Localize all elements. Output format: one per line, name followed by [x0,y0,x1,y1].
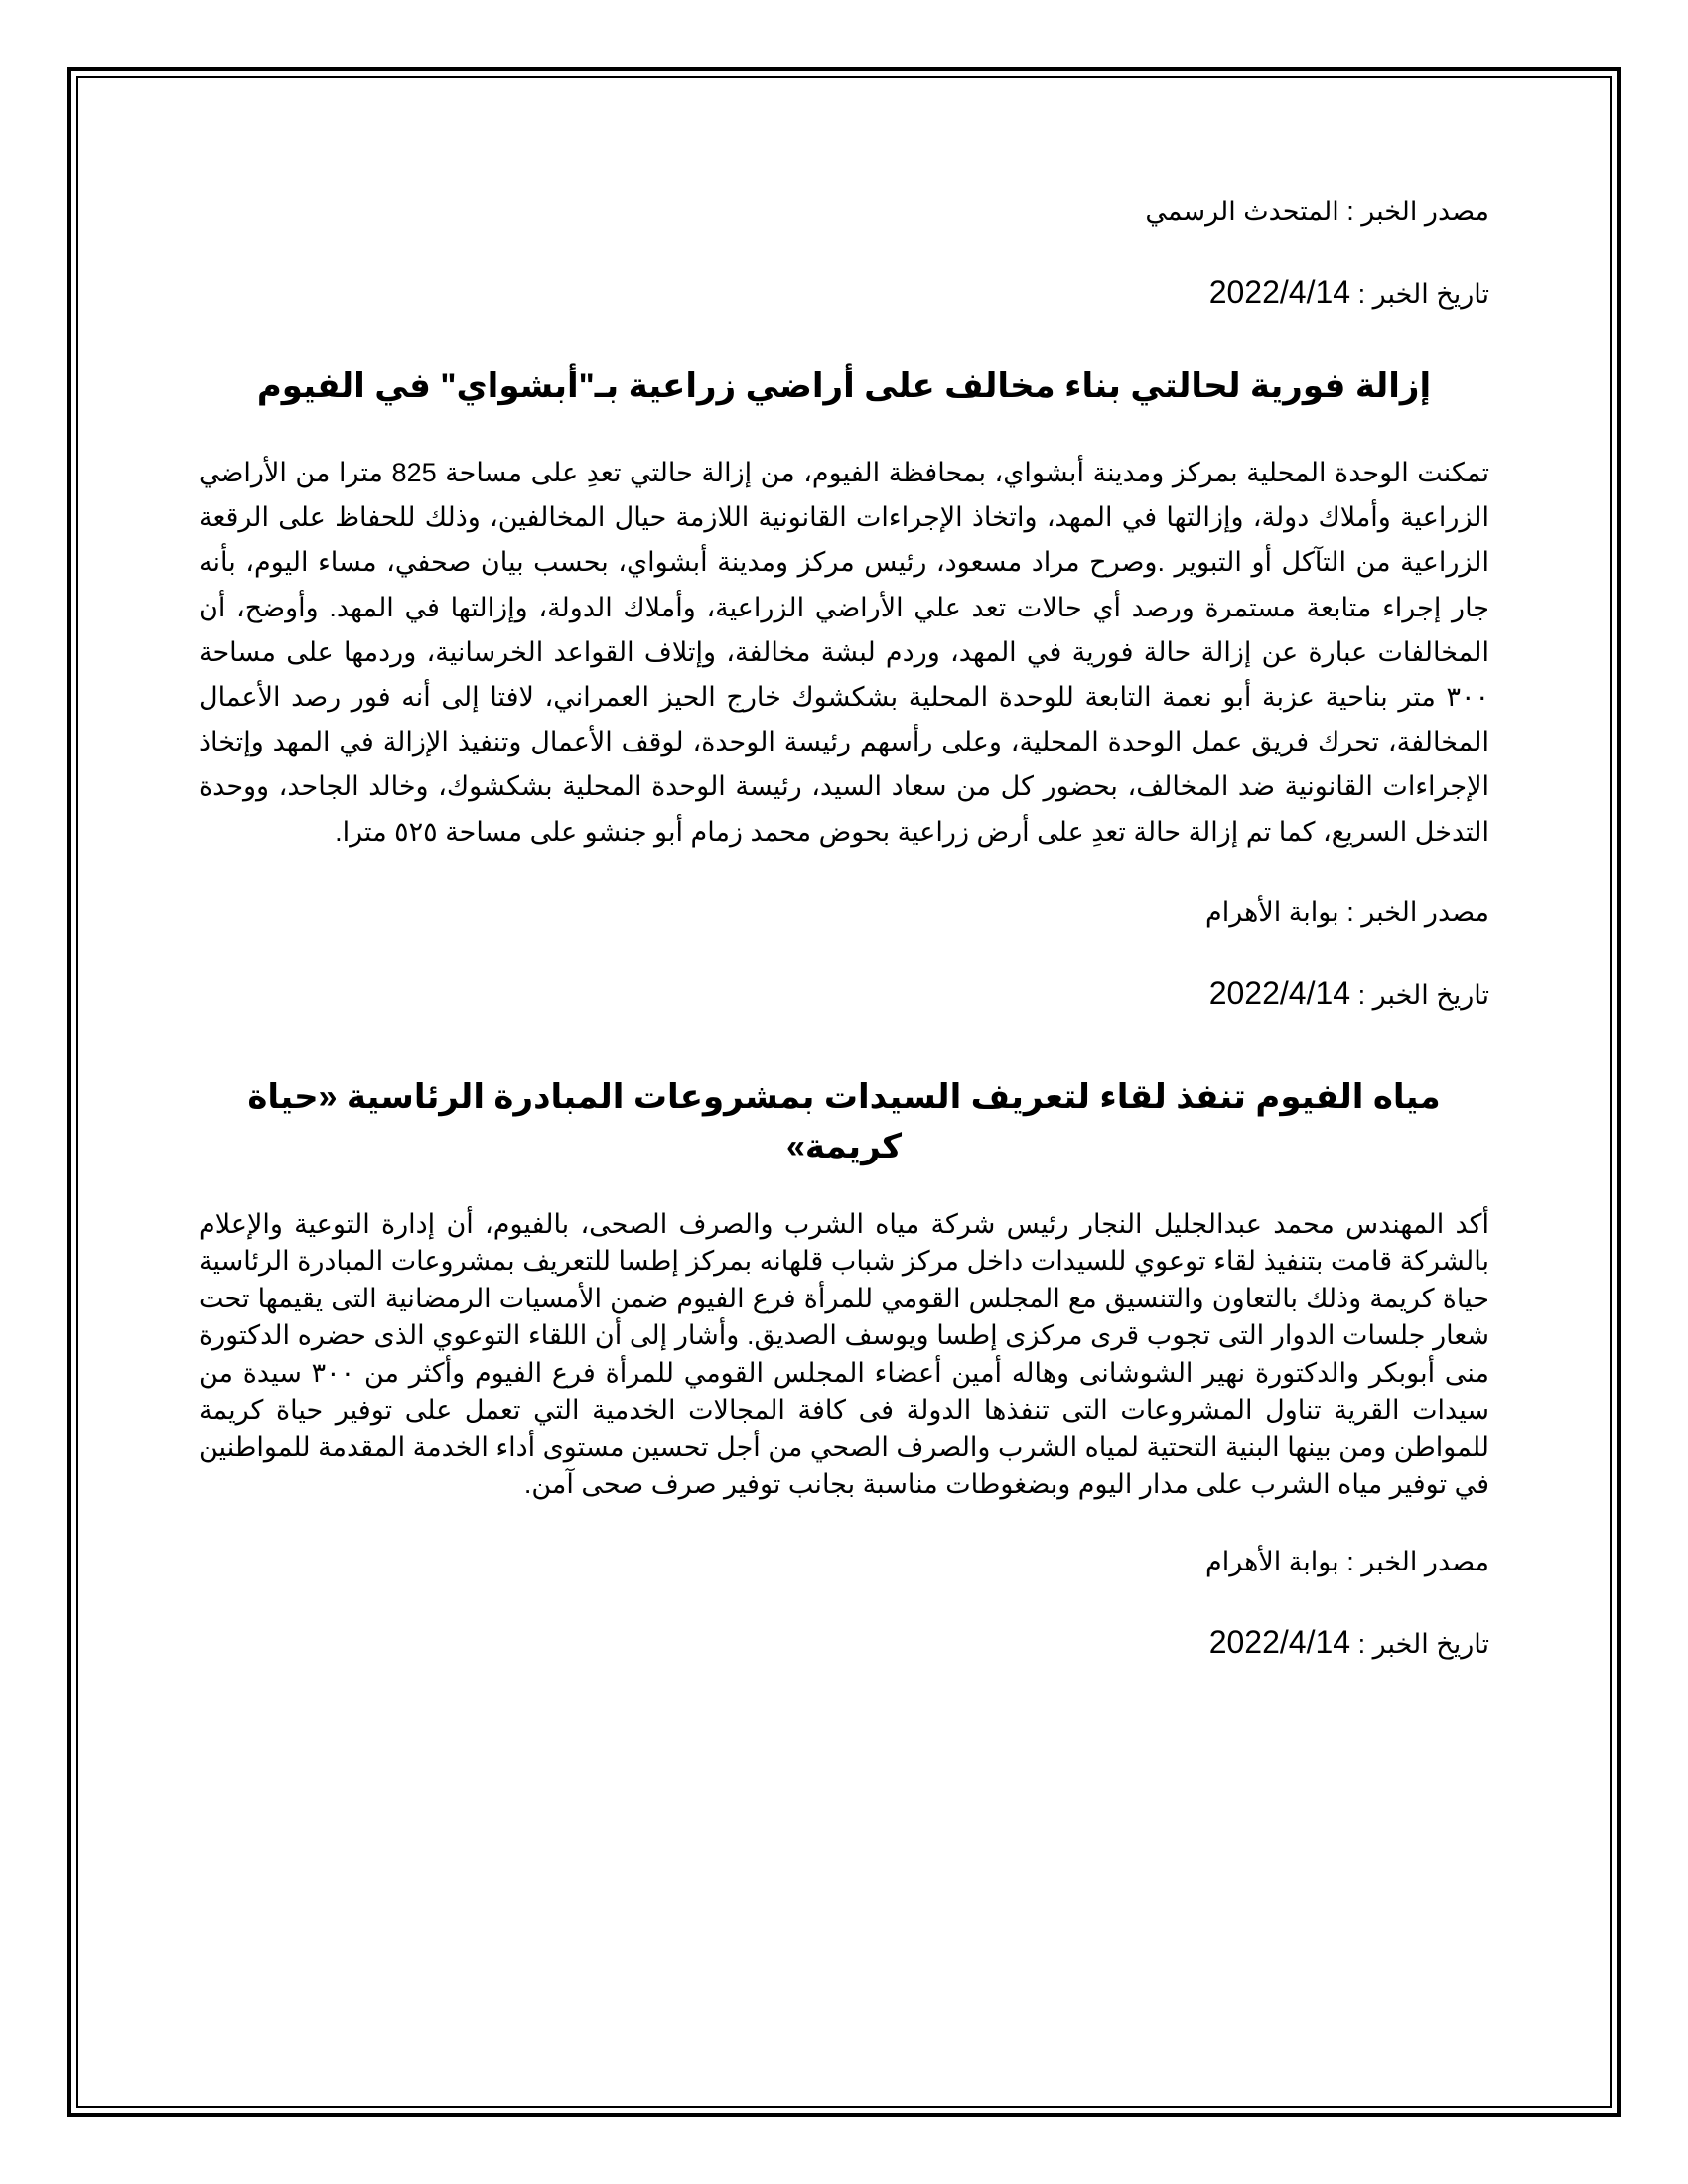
article-headline: مياه الفيوم تنفذ لقاء لتعريف السيدات بمشروعات المبادرة الرئاسية «حياة كريمة» [247,1077,1441,1165]
document-content [199,194,1489,1662]
article-headline: إزالة فورية لحالتي بناء مخالف على أراضي زراعية بـ"أبشواي" في الفيوم [256,367,1432,405]
article-body: أكد المهندس محمد عبدالجليل النجار رئيس شركة مياه الشرب والصرف الصحى، بالفيوم، أن إدارة التوعية والإعلام بالشركة قامت بتنفيذ لقاء توعوي للسيدات داخل مركز شباب قلهانه بمركز إطسا للتعريف بمشروعات المبادرة الرئاسية حياة كريمة وذلك بالتعاون والتنسيق مع المجلس القومي للمرأة فرع الفيوم ضمن الأمسيات الرمضانية التى يقيمها تحت شعار جلسات الدوار التى تجوب قرى مركزى إطسا ويوسف الصديق. وأشار إلى أن اللقاء التوعوي الذى حضره الدكتورة منى أبوبكر والدكتورة نهير الشوشانى وهاله أمين أعضاء المجلس القومي للمرأة فرع الفيوم وأكثر من ٣٠٠ سيدة من سيدات القرية تناول المشروعات التى تنفذها الدولة فى كافة المجالات الخدمية التي تعمل على توفير حياة كريمة للمواطن ومن بينها البنية التحتية لمياه الشرب والصرف الصحي من أجل تحسين مستوى أداء الخدمة المقدمة للمواطنين في توفير مياه الشرب على مدار اليوم وبضغوطات مناسبة بجانب توفير صرف صحى آمن. [199,1208,1490,1500]
news-date-value: 2022/4/14 [1208,1623,1351,1660]
news-date-value: 2022/4/14 [1208,274,1351,310]
news-date-label: تاريخ الخبر : [1350,1628,1489,1659]
article-body: تمكنت الوحدة المحلية بمركز ومدينة أبشواي، بمحافظة الفيوم، من إزالة حالتي تعدِ على مساحة 825 مترا من الأراضي الزراعية وأملاك دولة، وإزالتها في المهد، واتخاذ الإجراءات القانونية اللازمة حيال المخالفين، وذلك للحفاظ على الرقعة الزراعية من التآكل أو التبوير .وصرح مراد مسعود، رئيس مركز ومدينة أبشواي، بحسب بيان صحفي، مساء اليوم، بأنه جار إجراء متابعة مستمرة ورصد أي حالات تعد علي الأراضي الزراعية، وأملاك الدولة، وإزالتها في المهد. وأوضح، أن المخالفات عبارة عن إزالة حالة فورية في المهد، وردم لبشة مخالفة، وإتلاف القواعد الخرسانية، وردمها على مساحة ٣٠٠ متر بناحية عزبة أبو نعمة التابعة للوحدة المحلية بشكشوك خارج الحيز العمراني، لافتا إلى أنه فور رصد الأعمال المخالفة، تحرك فريق عمل الوحدة المحلية، وعلى رأسهم رئيسة الوحدة، لوقف الأعمال وتنفيذ الإزالة في المهد وإتخاذ الإجراءات القانونية ضد المخالف، بحضور كل من سعاد السيد، رئيسة الوحدة المحلية بشكشوك، وخالد الجاحد، ووحدة التدخل السريع، كما تم إزالة حالة تعدِ على أرض زراعية بحوض محمد زمام أبو جنشو على مساحة ٥٢٥ مترا. [199,458,1489,847]
news-date [199,1624,1489,1662]
news-date-label: تاريخ الخبر : [1350,979,1489,1010]
news-date-label: تاريخ الخبر : [1350,279,1489,309]
news-source: مصدر الخبر : بوابة الأهرام [1204,896,1489,927]
news-date-value: 2022/4/14 [1208,974,1351,1011]
news-source: مصدر الخبر : بوابة الأهرام [1204,1546,1489,1576]
news-date [199,274,1489,312]
news-date [199,975,1489,1013]
news-source: مصدر الخبر : المتحدث الرسمي [1145,197,1489,226]
